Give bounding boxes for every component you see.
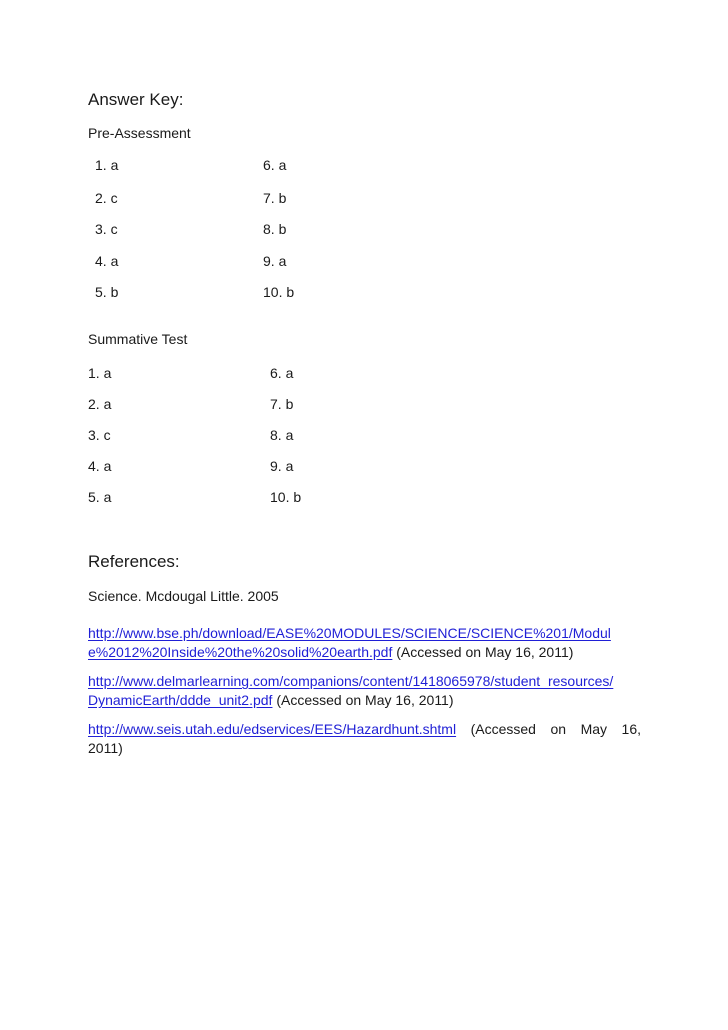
pre-answer-8: 8. b xyxy=(263,221,287,237)
reference-accessed-3-word1: (Accessed xyxy=(470,721,536,737)
pre-answer-6: 6. a xyxy=(263,157,287,173)
sum-answer-8: 8. a xyxy=(270,427,294,443)
reference-accessed-3-line2: 2011) xyxy=(88,740,123,756)
sum-answer-9: 9. a xyxy=(270,458,294,474)
pre-answer-2: 2. c xyxy=(95,190,118,206)
reference-accessed-3-word2: on xyxy=(550,721,567,737)
reference-item-2 xyxy=(88,672,641,710)
pre-answer-10: 10. b xyxy=(263,284,295,300)
pre-answer-3: 3. c xyxy=(95,221,118,237)
pre-answer-9: 9. a xyxy=(263,253,287,269)
reference-item-3 xyxy=(88,720,641,758)
summative-test-heading: Summative Test xyxy=(88,331,188,347)
reference-link-1-part2[interactable]: e%2012%20Inside%20the%20solid%20earth.pdf xyxy=(88,644,393,660)
reference-link-2-part1[interactable]: http://www.delmarlearning.com/companions/content/1418065978/student_resources/ xyxy=(88,673,614,689)
sum-answer-3: 3. c xyxy=(88,427,111,443)
pre-answer-5: 5. b xyxy=(95,284,119,300)
reference-accessed-2: (Accessed on May 16, 2011) xyxy=(272,692,454,708)
reference-link-2-part2[interactable]: DynamicEarth/ddde_unit2.pdf xyxy=(88,692,273,708)
sum-answer-4: 4. a xyxy=(88,458,112,474)
pre-answer-4: 4. a xyxy=(95,253,119,269)
sum-answer-6: 6. a xyxy=(270,365,294,381)
pre-answer-7: 7. b xyxy=(263,190,287,206)
answer-key-title: Answer Key: xyxy=(88,90,184,109)
sum-answer-1: 1. a xyxy=(88,365,112,381)
sum-answer-5: 5. a xyxy=(88,489,112,505)
references-title: References: xyxy=(88,552,180,571)
sum-answer-7: 7. b xyxy=(270,396,294,412)
reference-link-1-part1[interactable]: http://www.bse.ph/download/EASE%20MODULES/SCIENCE/SCIENCE%201/Modul xyxy=(88,625,611,641)
reference-accessed-3-word4: 16, xyxy=(621,721,641,737)
sum-answer-10: 10. b xyxy=(270,489,302,505)
reference-link-3[interactable]: http://www.seis.utah.edu/edservices/EES/Hazardhunt.shtml xyxy=(88,721,457,737)
reference-book: Science. Mcdougal Little. 2005 xyxy=(88,588,279,604)
reference-accessed-1: (Accessed on May 16, 2011) xyxy=(392,644,574,660)
reference-accessed-3-word3: May xyxy=(580,721,608,737)
sum-answer-2: 2. a xyxy=(88,396,112,412)
pre-assessment-heading: Pre-Assessment xyxy=(88,125,191,141)
pre-answer-1: 1. a xyxy=(95,157,119,173)
reference-item-1 xyxy=(88,624,641,662)
